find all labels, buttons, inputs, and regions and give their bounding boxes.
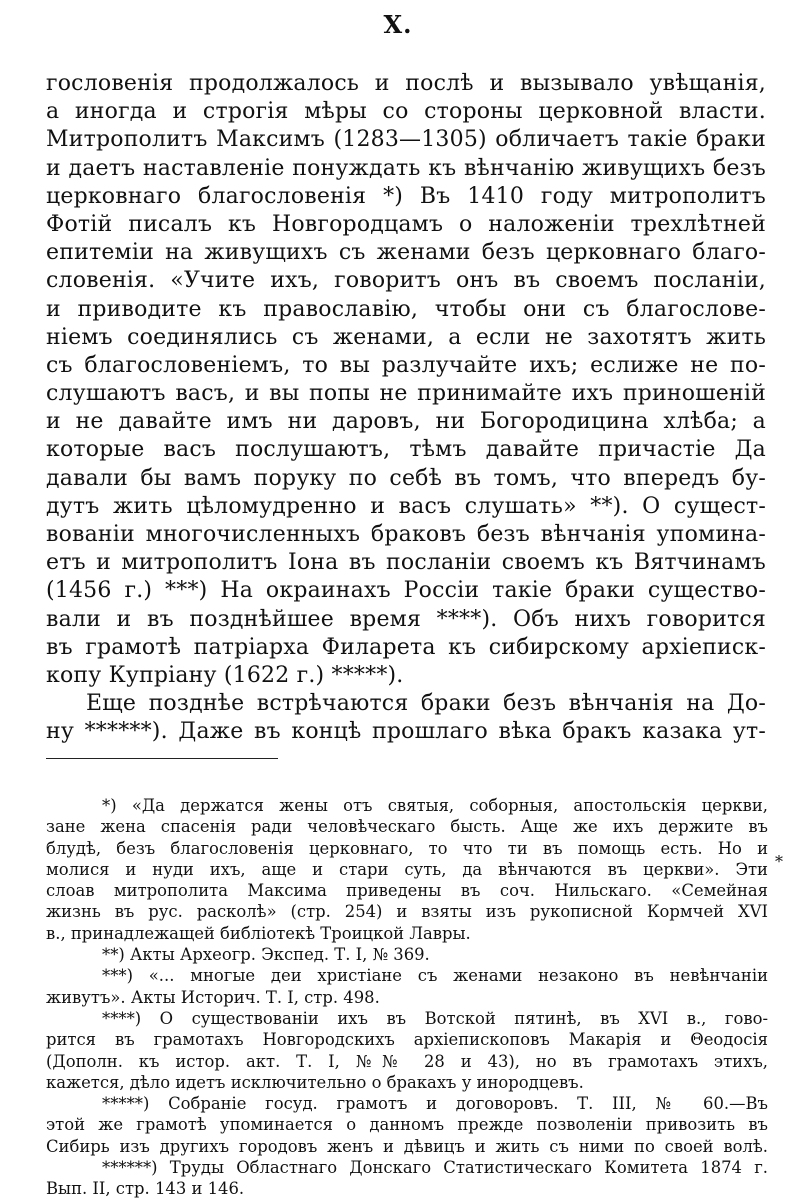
text-line: слушаютъ васъ, и вы попы не принимайте ихъ приношеній <box>46 381 766 407</box>
footnote-line: блудѣ, безъ благословенія церковнаго, то что ти въ помощь есть. Но и <box>46 838 768 858</box>
footnote-line: Вып. II, стр. 143 и 146. <box>46 1179 245 1199</box>
text-line: и не давайте имъ ни даровъ, ни Богородицина хлѣба; а <box>46 409 766 435</box>
footnote-line: в., принадлежащей библіотекѣ Троицкой Лавры. <box>46 923 471 943</box>
text-line: Митрополитъ Максимъ (1283—1305) обличаетъ такіе браки <box>46 127 766 153</box>
text-line: и приводите къ православію, чтобы они съ благослове- <box>46 296 766 322</box>
footnote-line: ***) «... многые деи христіане съ женами незаконо въ невѣнчаніи <box>102 966 768 986</box>
text-line: словенія. «Учите ихъ, говоритъ онъ въ своемъ посланіи, <box>46 268 766 294</box>
footnote-divider <box>46 758 278 759</box>
text-line: церковнаго благословенія *) Въ 1410 году митрополитъ <box>46 183 766 209</box>
text-line: (1456 г.) ***) На окраинахъ Россіи такіе браки существо- <box>46 578 766 604</box>
footnotes <box>46 795 768 1200</box>
text-line: ніемъ соединялись съ женами, а если не захотятъ жить <box>46 324 766 350</box>
footnote-line: слоав митрополита Максима приведены въ соч. Нильскаго. «Семейная <box>46 881 768 901</box>
text-line: копу Купріану (1622 г.) *****). <box>46 662 404 688</box>
text-line: съ благословеніемъ, то вы разлучайте ихъ; еслиже не по- <box>46 352 766 378</box>
footnote-line: *) «Да держатся жены отъ святыя, соборныя, апостольскія церкви, <box>102 796 768 815</box>
margin-asterisk: * <box>775 852 783 871</box>
text-line: Фотій писалъ къ Новгородцамъ о наложеніи трехлѣтней <box>46 211 766 237</box>
footnote-line: живутъ». Акты Историч. Т. I, стр. 498. <box>46 987 380 1007</box>
footnote-line: рится въ грамотахъ Новгородскихъ архіепископовъ Макарія и Θеодосія <box>46 1030 768 1050</box>
text-line: которые васъ послушаютъ, тѣмъ давайте причастіе Да <box>46 437 766 463</box>
text-line: въ грамотѣ патріарха Филарета къ сибирскому архіеписк- <box>46 634 766 660</box>
footnote-line: ****) О существованіи ихъ въ Вотской пятинѣ, въ XVI в., гово- <box>102 1008 768 1028</box>
footnote-line: **) Акты Археогр. Экспед. Т. I, № 369. <box>102 945 430 965</box>
footnote-line: *****) Собраніе госуд. грамотъ и договоровъ. Т. III, № 60.—Въ <box>102 1094 768 1114</box>
text-line: етъ и митрополитъ Іона въ посланіи своемъ къ Вятчинамъ <box>46 550 766 576</box>
footnote-line: этой же грамотѣ упоминается о данномъ прежде позволеніи привозить въ <box>46 1115 768 1135</box>
footnote-line: ******) Труды Областнаго Донскаго Статистическаго Комитета 1874 г. <box>102 1158 768 1178</box>
footnote-line: жизнь въ рус. расколѣ» (стр. 254) и взяты изъ рукописной Кормчей XVI <box>46 902 768 922</box>
text-line: епитеміи на живущихъ съ женами безъ церковнаго благо- <box>46 240 766 266</box>
footnote-line: зане жена спасенія ради человѣческаго бысть. Аще же ихъ держите въ <box>46 817 768 837</box>
footnote-line: кажется, дѣло идетъ исключительно о бракахъ у инородцевъ. <box>46 1072 584 1092</box>
page-number: X. <box>383 10 413 39</box>
text-line: дутъ жить цѣломудренно и васъ слушать» **). О сущест- <box>46 493 766 519</box>
text-line: ну ******). Даже въ концѣ прошлаго вѣка бракъ казака ут- <box>46 719 766 745</box>
text-line: а иногда и строгія мѣры со стороны церковной власти. <box>46 99 766 125</box>
footnote-line: Сибирь изъ другихъ городовъ женъ и дѣвицъ и жить съ ними по своей волѣ. <box>46 1136 768 1156</box>
text-line: давали бы вамъ поруку по себѣ въ томъ, что впередъ бу- <box>46 465 766 491</box>
text-line: Еще позднѣе встрѣчаются браки безъ вѣнчанія на До- <box>86 691 766 717</box>
text-line: вали и въ позднѣйшее время ****). Объ нихъ говорится <box>46 606 766 632</box>
text-line: вованіи многочисленныхъ браковъ безъ вѣнчанія упомина- <box>46 522 766 547</box>
footnote-line: молися и нуди ихъ, аще и стари суть, да вѣнчаются въ церкви». Эти <box>46 859 768 879</box>
text-line: и даетъ наставленіе понуждать къ вѣнчанію живущихъ безъ <box>46 155 766 181</box>
main-text <box>46 70 766 747</box>
footnote-line: (Дополн. къ истор. акт. Т. I, №№ 28 и 43), но въ грамотахъ этихъ, <box>46 1051 768 1071</box>
text-line: гословенія продолжалось и послѣ и вызывало увѣщанія, <box>46 71 766 96</box>
